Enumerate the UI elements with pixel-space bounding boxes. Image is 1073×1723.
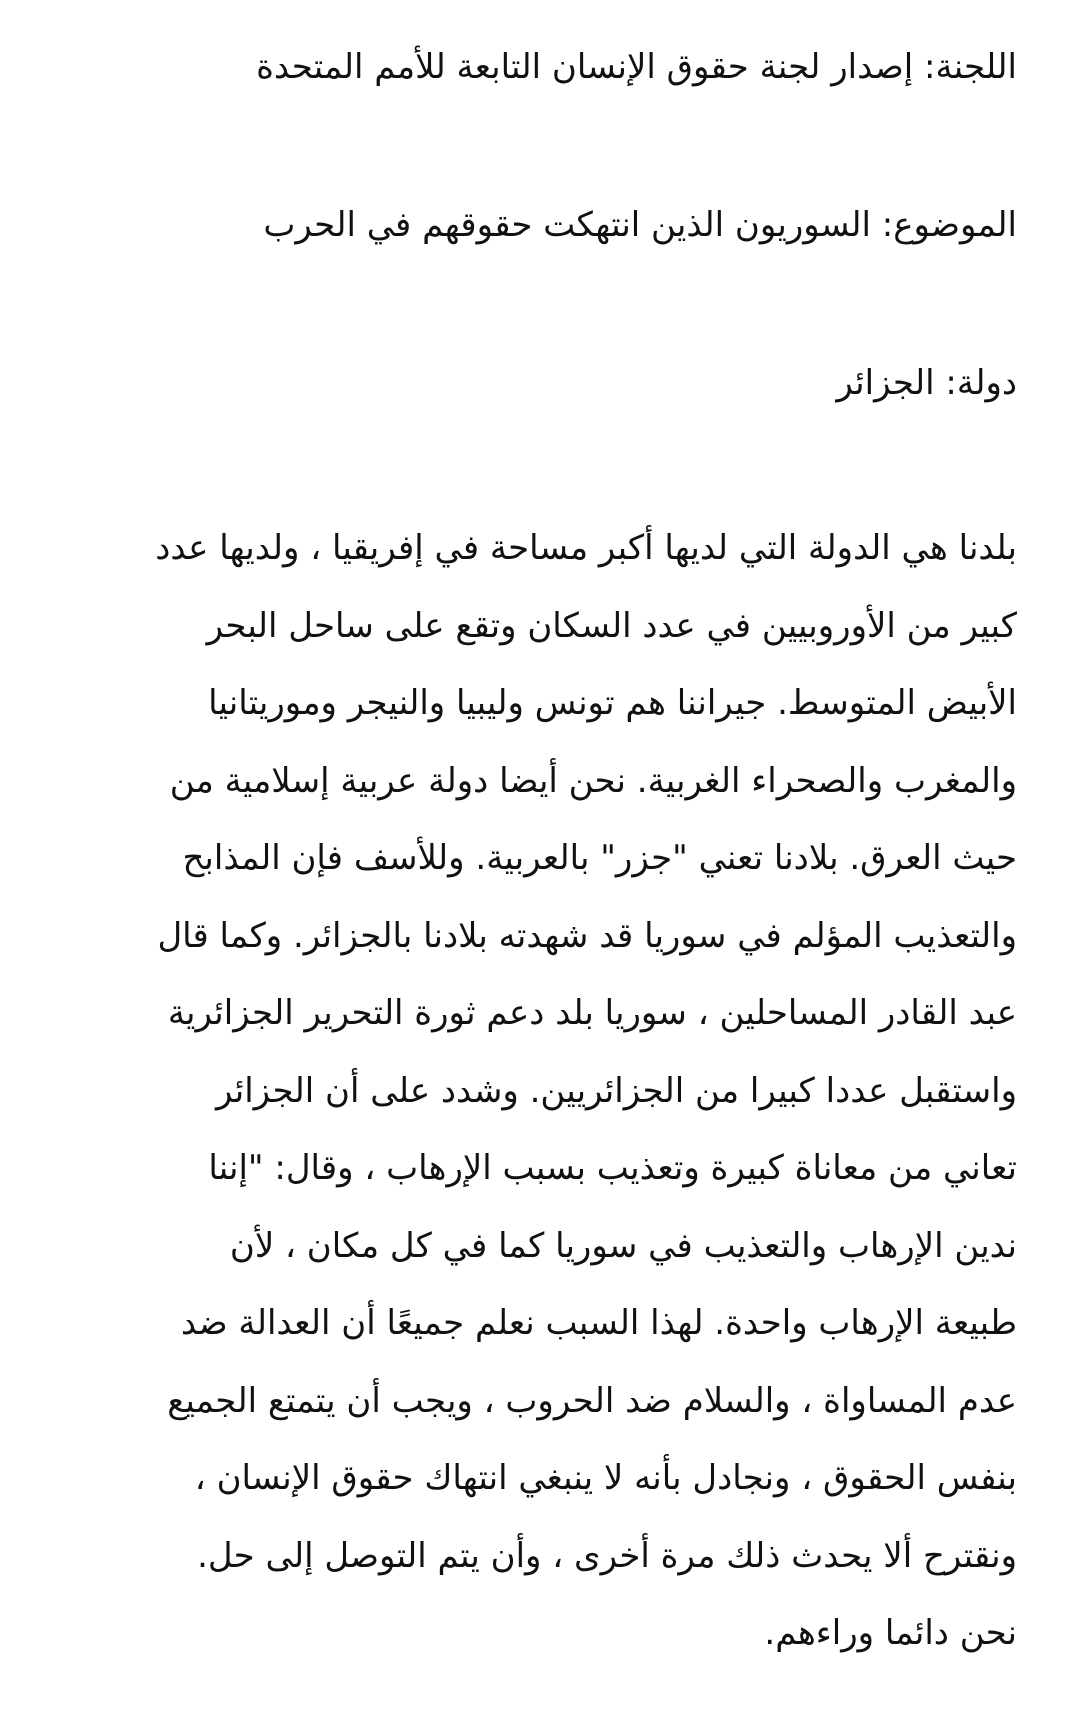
body-line: حيث العرق. بلادنا تعني "جزر" بالعربية. وللأسف فإن المذابح: [182, 838, 1017, 878]
body-line: ونقترح ألا يحدث ذلك مرة أخرى ، وأن يتم التوصل إلى حل.: [197, 1535, 1017, 1576]
body-line: والتعذيب المؤلم في سوريا قد شهدته بلادنا بالجزائر. وكما قال: [157, 915, 1017, 956]
body-line: تعاني من معاناة كبيرة وتعذيب بسبب الإرهاب ، وقال: "إننا: [208, 1148, 1017, 1188]
topic-line: الموضوع: السوريون الذين انتهكت حقوقهم في الحرب: [263, 205, 1017, 245]
body-line: طبيعة الإرهاب واحدة. لهذا السبب نعلم جميعًا أن العدالة ضد: [180, 1303, 1017, 1343]
body-line: عبد القادر المساحلين ، سوريا بلد دعم ثورة التحرير الجزائرية: [167, 993, 1017, 1033]
country-line: دولة: الجزائر: [836, 363, 1017, 403]
committee-line: اللجنة: إصدار لجنة حقوق الإنسان التابعة للأمم المتحدة: [256, 47, 1017, 87]
body-line: الأبيض المتوسط. جيراننا هم تونس وليبيا والنيجر وموريتانيا: [208, 683, 1017, 723]
body-line: ندين الإرهاب والتعذيب في سوريا كما في كل مكان ، لأن: [229, 1225, 1017, 1266]
body-line: كبير من الأوروبيين في عدد السكان وتقع على ساحل البحر: [206, 605, 1017, 646]
body-line: بنفس الحقوق ، ونجادل بأنه لا ينبغي انتهاك حقوق الإنسان ،: [194, 1458, 1017, 1498]
body-line: بلدنا هي الدولة التي لديها أكبر مساحة في إفريقيا ، ولديها عدد: [155, 528, 1017, 568]
body-line: نحن دائما وراءهم.: [764, 1613, 1017, 1653]
body-paragraph: [50, 510, 1017, 1673]
body-line: والمغرب والصحراء الغربية. نحن أيضا دولة عربية إسلامية من: [169, 760, 1017, 801]
body-line: واستقبل عددا كبيرا من الجزائريين. وشدد على أن الجزائر: [216, 1070, 1017, 1111]
body-line: عدم المساواة ، والسلام ضد الحروب ، ويجب أن يتمتع الجميع: [167, 1380, 1017, 1421]
